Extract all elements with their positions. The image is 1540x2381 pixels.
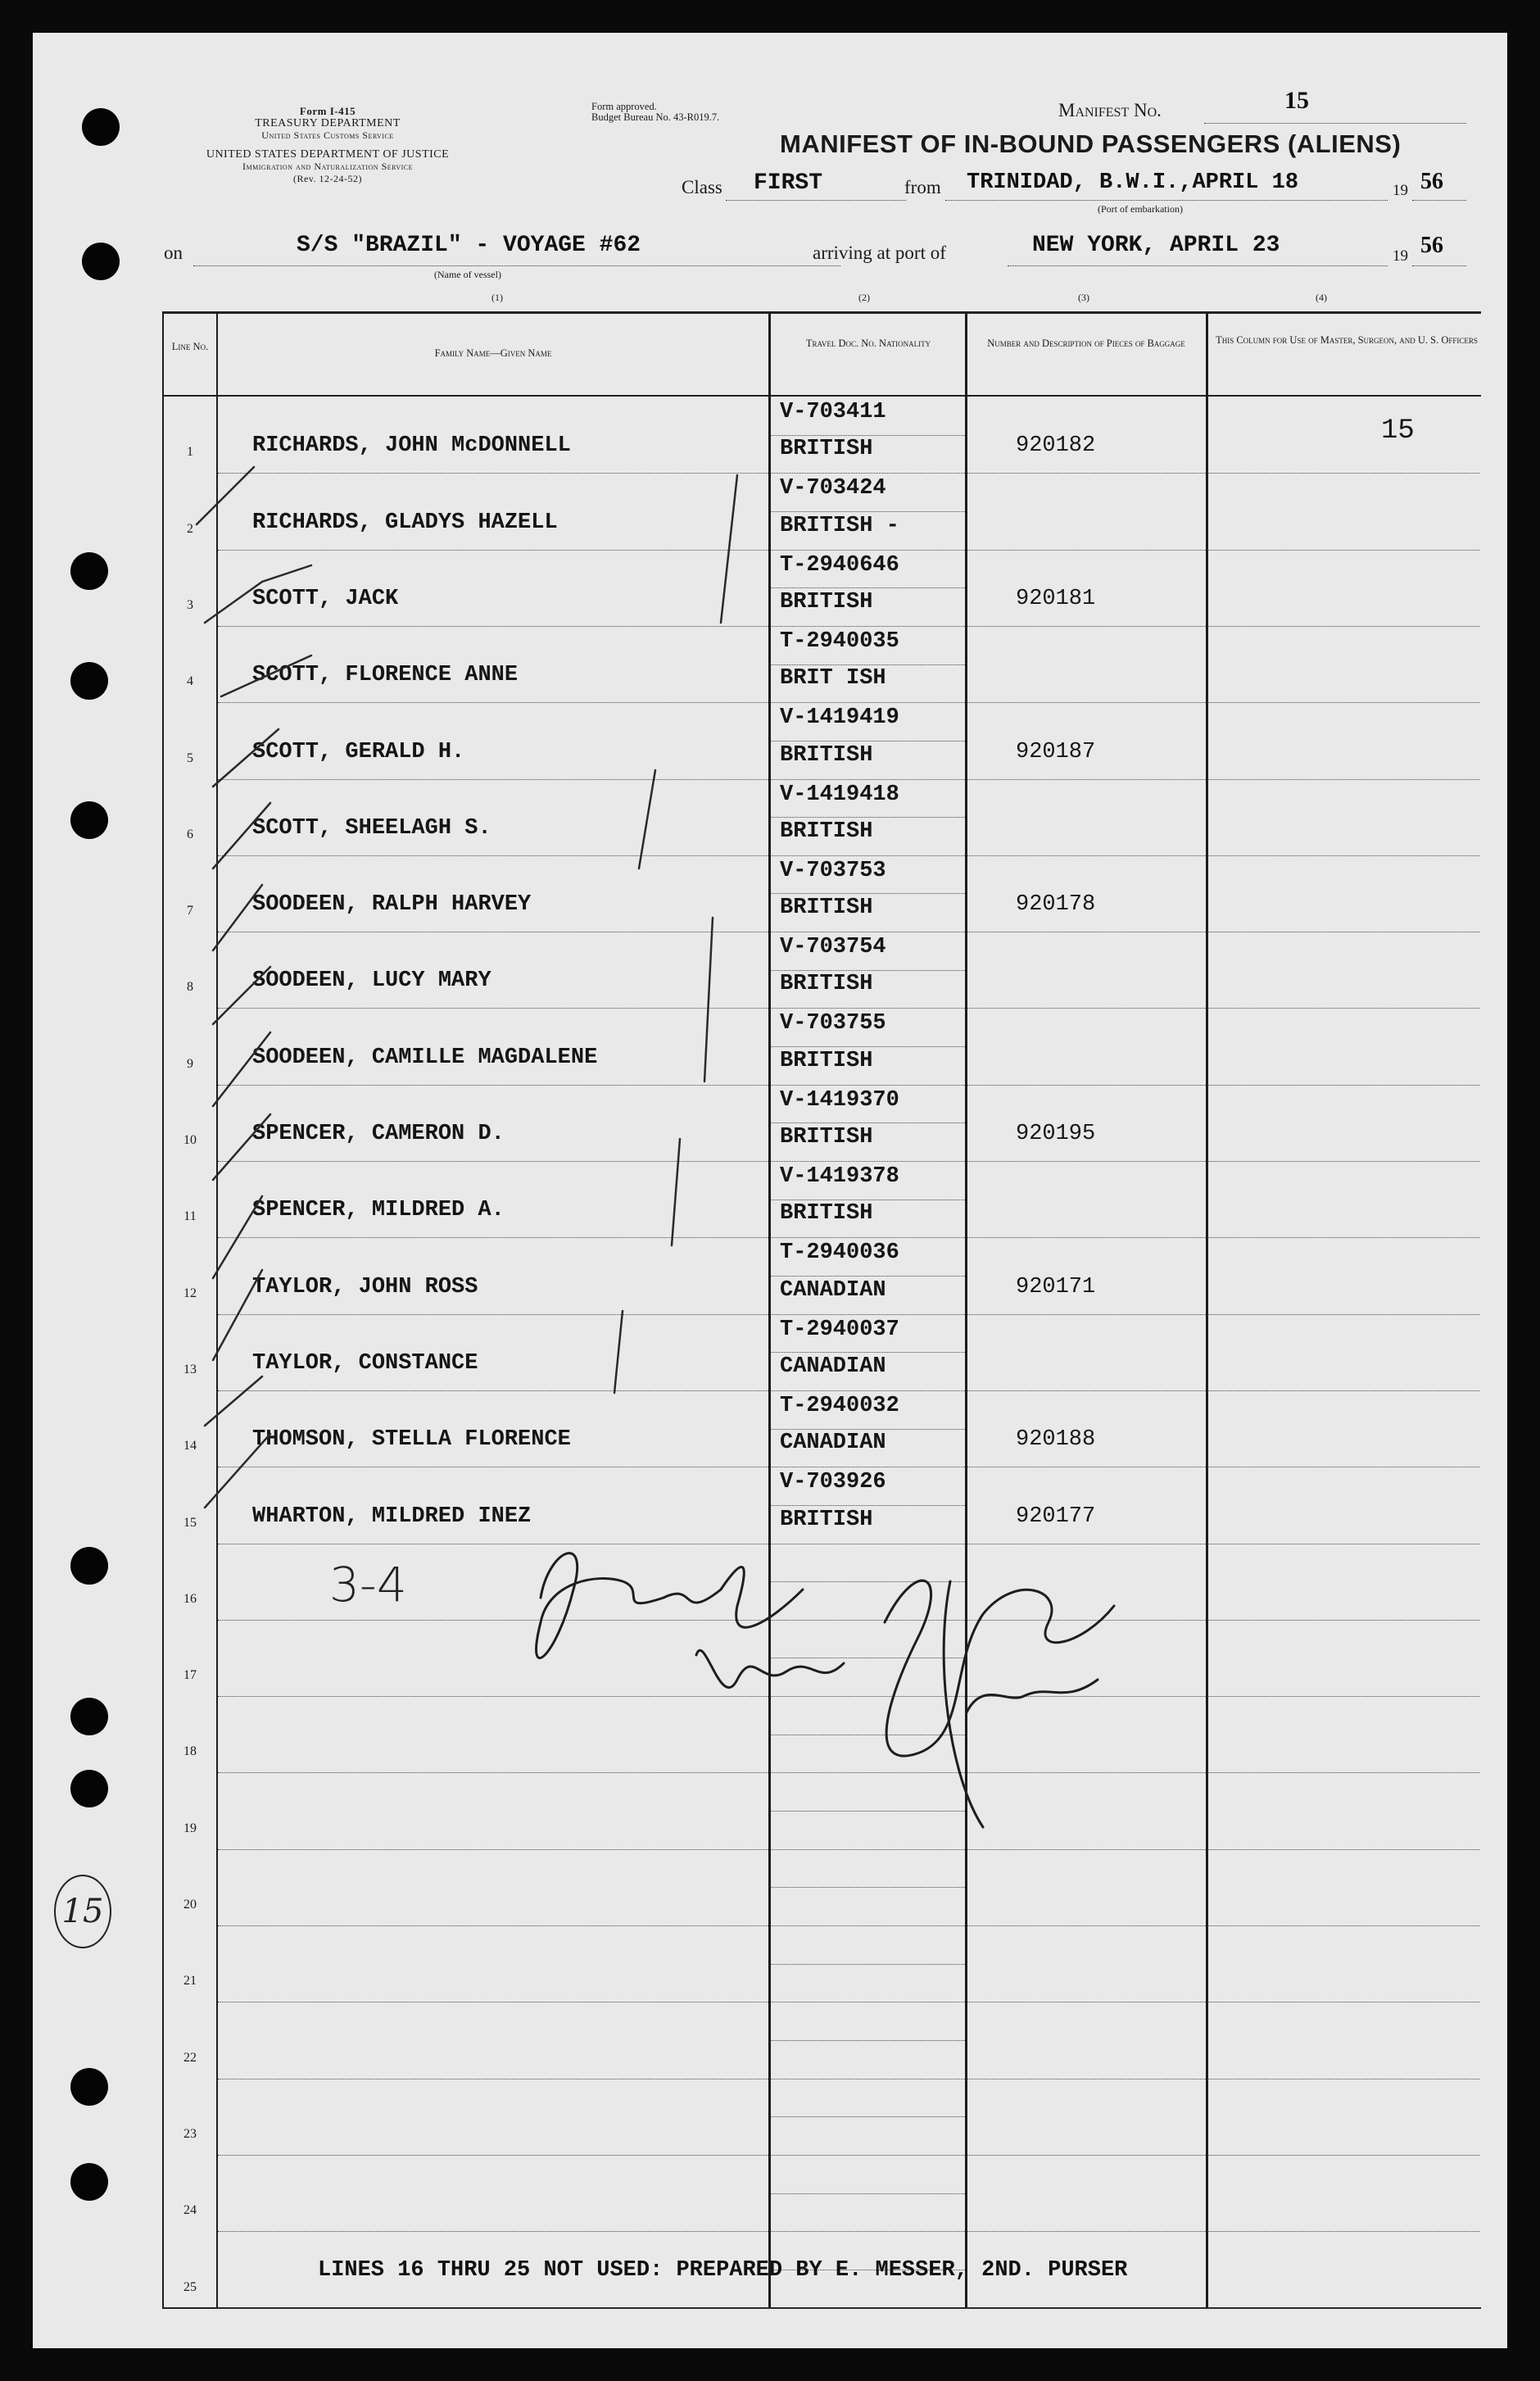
row-divider [1207,1849,1479,1850]
row-divider [1207,702,1479,703]
row-divider [1207,779,1479,780]
manifest-page [33,33,1507,2348]
doc-subdivider [770,1046,965,1047]
passenger-name: SOODEEN, CAMILLE MAGDALENE [252,1045,598,1070]
doc-subdivider [770,1429,965,1430]
vertical-tick [672,1139,680,1245]
check-mark [213,1032,270,1106]
doc-subdivider [770,817,965,818]
col-header-name: Family Name—Given Name [434,347,552,359]
baggage-number: 920195 [1016,1122,1096,1146]
class-line [726,200,906,201]
check-mark [213,729,279,787]
table-header-bottom [162,395,1481,397]
baggage-number: 920182 [1016,433,1096,459]
row-divider [1207,1161,1479,1162]
row-divider [218,2231,768,2232]
travel-doc-number: V-1419378 [780,1164,899,1189]
passenger-name: THOMSON, STELLA FLORENCE [252,1427,571,1453]
row-line-number: 9 [187,1056,193,1071]
signature-4 [967,1680,1098,1712]
check-mark [213,967,270,1024]
year-value: 56 [1420,169,1443,194]
travel-doc-number: V-1419418 [780,782,899,807]
passenger-name: SCOTT, JACK [252,586,399,611]
passenger-name: SCOTT, FLORENCE ANNE [252,663,519,688]
col-header-travel-doc: Travel Doc. No. Nationality [805,338,931,349]
baggage-number: 920171 [1016,1274,1096,1299]
row-line-number: 20 [183,1898,197,1912]
col-number-4: (4) [1316,292,1327,303]
passenger-name: TAYLOR, CONSTANCE [252,1350,478,1376]
check-mark [213,1270,262,1360]
travel-doc-number: T-2940032 [780,1393,899,1418]
travel-doc-number: V-703754 [780,935,886,960]
vertical-tick [704,918,713,1082]
customs-label: United States Customs Service [261,129,394,141]
row-line-number: 1 [187,445,193,460]
row-divider [967,1849,1206,1850]
arriving-line [1008,265,1388,266]
col-header-line-no: Line No. [171,341,209,352]
from-line [945,200,1388,201]
row-divider [967,1925,1206,1926]
page-title: MANIFEST OF IN-BOUND PASSENGERS (ALIENS) [780,129,1402,158]
from-label: from [904,177,941,197]
nationality: BRITISH [780,972,873,997]
row-divider [770,1008,965,1009]
punch-hole [82,108,120,146]
row-divider [1207,1696,1479,1697]
baggage-number: 920181 [1016,586,1096,611]
row-divider [770,473,965,474]
row-divider [1207,550,1479,551]
doc-subdivider [770,1276,965,1277]
travel-doc-number: V-1419419 [780,705,899,731]
handwritten-count: 3-4 [329,1557,407,1612]
nationality: BRIT ISH [780,666,886,692]
check-mark [213,885,262,950]
vertical-tick [721,475,737,623]
doc-subdivider [770,1122,965,1123]
row-divider [1207,1085,1479,1086]
doc-subdivider [770,2116,965,2117]
year2-value: 56 [1420,233,1443,258]
arriving-label: arriving at port of [813,243,946,263]
row-divider [1207,2308,1479,2309]
row-divider [770,855,965,856]
travel-doc-number: V-703755 [780,1011,886,1036]
row-divider [967,1390,1206,1391]
row-divider [218,2155,768,2156]
row-divider [770,626,965,627]
row-line-number: 16 [183,1591,197,1606]
row-line-number: 23 [183,2126,197,2141]
travel-doc-number: T-2940037 [780,1317,899,1342]
punch-hole [70,1770,108,1807]
row-divider [218,2308,768,2309]
row-divider [770,702,965,703]
col-number-3: (3) [1078,292,1089,303]
vertical-tick [614,1311,623,1393]
doc-baggage-divider [965,311,967,2309]
travel-doc-number: V-1419370 [780,1087,899,1113]
vessel-note: (Name of vessel) [434,269,501,280]
signature-5 [944,1581,983,1827]
vessel-line [193,265,840,266]
row-line-number: 6 [187,827,193,841]
row-divider [1207,2231,1479,2232]
col-number-1: (1) [491,292,503,303]
row-divider [770,1314,965,1315]
row-divider [770,779,965,780]
passenger-name: SOODEEN, RALPH HARVEY [252,892,532,918]
check-mark [197,467,254,524]
form-approval [591,102,719,123]
approval-text: Form approved. [591,101,657,112]
row-line-number: 2 [187,521,193,536]
row-line-number: 21 [183,1974,197,1989]
travel-doc-number: T-2940035 [780,628,899,654]
doc-subdivider [770,1352,965,1353]
doc-subdivider [770,741,965,742]
vertical-tick [639,770,655,868]
row-divider [967,1008,1206,1009]
row-line-number: 22 [183,2050,197,2065]
row-divider [967,473,1206,474]
row-line-number: 11 [183,1209,197,1224]
col-header-officers: This Column for Use of Master, Surgeon, and U. S. Officers [1216,334,1478,346]
doc-subdivider [770,587,965,588]
budget-text: Budget Bureau No. 43-R019.7. [591,111,720,123]
officer-note: 15 [1381,415,1415,447]
circled-page-number [54,1875,111,1948]
row-divider [770,1390,965,1391]
travel-doc-number: V-703753 [780,858,886,883]
row-divider [1207,2155,1479,2156]
manifest-no-label: Manifest No. [1058,100,1162,120]
baggage-number: 920177 [1016,1503,1096,1529]
row-divider [770,1237,965,1238]
form-agency-header [156,105,500,185]
doc-subdivider [770,435,965,436]
check-mark [205,565,311,623]
row-divider [770,2155,965,2156]
punch-hole [70,2068,108,2106]
year2-line [1412,265,1466,266]
check-mark [221,655,311,696]
row-divider [967,1314,1206,1315]
col-number-2: (2) [858,292,870,303]
on-label: on [164,243,183,263]
row-divider [770,550,965,551]
circled-page-text: 15 [61,1893,104,1930]
row-divider [967,626,1206,627]
nationality: BRITISH - [780,513,899,538]
passenger-name: SPENCER, CAMERON D. [252,1122,505,1146]
row-divider [967,702,1206,703]
row-line-number: 17 [183,1668,197,1683]
punch-hole [70,552,108,590]
row-divider [218,1925,768,1926]
doc-subdivider [770,2040,965,2041]
row-divider [1207,1390,1479,1391]
row-divider [1207,1620,1479,1621]
check-marks [147,459,786,1622]
nationality: BRITISH [780,742,873,768]
passenger-name: SPENCER, MILDRED A. [252,1198,505,1223]
port-embarkation-note: (Port of embarkation) [1098,203,1183,215]
year-line [1412,200,1466,201]
punch-hole [82,243,120,280]
row-line-number: 4 [187,674,193,689]
punch-hole [70,1547,108,1585]
travel-doc-number: V-703926 [780,1470,886,1495]
punch-hole [70,1698,108,1735]
nationality: BRITISH [780,437,873,462]
doc-subdivider [770,1887,965,1888]
signature-3 [885,1581,1114,1756]
doc-subdivider [770,2193,965,2194]
doc-subdivider [770,893,965,894]
check-mark [213,1114,270,1180]
row-divider [967,1085,1206,1086]
doc-subdivider [770,664,965,665]
class-value: FIRST [754,170,823,196]
doc-subdivider [770,970,965,971]
row-line-number: 13 [183,1362,197,1376]
vessel-value: S/S "BRAZIL" - VOYAGE #62 [297,233,641,258]
row-line-number: 7 [187,904,193,918]
row-divider [967,2231,1206,2232]
row-divider [967,550,1206,551]
justice-label: UNITED STATES DEPARTMENT OF JUSTICE [206,148,450,161]
check-mark [205,1434,270,1508]
manifest-no-line [1204,123,1466,124]
nationality: CANADIAN [780,1354,886,1379]
row-divider [967,2155,1206,2156]
row-line-number: 18 [183,1744,197,1759]
nationality: BRITISH [780,1048,873,1073]
row-line-number: 14 [183,1439,197,1454]
embarkation-value: TRINIDAD, B.W.I.,APRIL 18 [967,170,1299,195]
doc-subdivider [770,511,965,512]
row-divider [1207,1008,1479,1009]
nationality: BRITISH [780,819,873,844]
row-line-number: 15 [183,1515,197,1530]
manifest-no-value: 15 [1284,87,1309,114]
row-divider [218,1849,768,1850]
row-divider [770,1925,965,1926]
row-divider [1207,473,1479,474]
revision-label: (Rev. 12-24-52) [292,173,363,184]
nationality: BRITISH [780,1201,873,1227]
row-divider [967,2308,1206,2309]
passenger-name: SCOTT, SHEELAGH S. [252,815,491,841]
row-divider [967,1237,1206,1238]
treasury-label: TREASURY DEPARTMENT [255,117,401,129]
nationality: BRITISH [780,896,873,921]
nationality: BRITISH [780,1507,873,1532]
signature-2 [696,1650,844,1687]
baggage-officer-divider [1206,311,1208,2309]
row-divider [1207,626,1479,627]
passenger-name: TAYLOR, JOHN ROSS [252,1274,478,1299]
passenger-name: RICHARDS, JOHN McDONNELL [252,433,571,459]
travel-doc-number: T-2940036 [780,1240,899,1266]
row-line-number: 12 [183,1286,197,1300]
row-line-number: 10 [183,1133,197,1147]
baggage-number: 920188 [1016,1427,1096,1453]
punch-hole [70,801,108,839]
year-prefix: 19 [1393,182,1408,199]
year2-prefix: 19 [1393,247,1408,265]
col-header-baggage: Number and Description of Pieces of Baggage [987,338,1185,349]
row-divider [770,2231,965,2232]
row-line-number: 25 [183,2279,197,2294]
table-top-border [162,311,1481,314]
row-divider [967,779,1206,780]
punch-hole [70,662,108,700]
check-mark [213,1196,262,1278]
ins-label: Immigration and Naturalization Service [242,161,413,172]
passenger-name: WHARTON, MILDRED INEZ [252,1503,532,1529]
footer-note: LINES 16 THRU 25 NOT USED: PREPARED BY E. MESSER, 2ND. PURSER [318,2258,1128,2283]
row-divider [770,2308,965,2309]
check-mark [213,803,270,868]
row-divider [967,1161,1206,1162]
doc-subdivider [770,1964,965,1965]
row-divider [1207,1314,1479,1315]
row-divider [1207,1772,1479,1773]
arrival-port-value: NEW YORK, APRIL 23 [1032,233,1280,258]
row-divider [770,1849,965,1850]
row-line-number: 5 [187,751,193,765]
nationality: CANADIAN [780,1431,886,1456]
row-divider [770,1161,965,1162]
row-divider [967,855,1206,856]
nationality: BRITISH [780,1125,873,1150]
class-label: Class [682,177,722,197]
row-divider [1207,855,1479,856]
nationality: BRITISH [780,589,873,615]
row-line-number: 8 [187,980,193,995]
row-divider [770,1085,965,1086]
baggage-number: 920187 [1016,739,1096,764]
check-mark [205,1376,262,1426]
passenger-name: SCOTT, GERALD H. [252,739,465,764]
passenger-name: SOODEEN, LUCY MARY [252,968,491,994]
row-line-number: 19 [183,1821,197,1835]
baggage-number: 920178 [1016,892,1096,918]
row-line-number: 24 [183,2203,197,2218]
passenger-name: RICHARDS, GLADYS HAZELL [252,510,558,535]
row-divider [1207,1237,1479,1238]
travel-doc-number: T-2940646 [780,552,899,578]
punch-hole [70,2163,108,2201]
row-line-number: 3 [187,597,193,612]
travel-doc-number: V-703411 [780,400,886,424]
travel-doc-number: V-703424 [780,476,886,501]
nationality: CANADIAN [780,1277,886,1303]
row-divider [1207,1925,1479,1926]
form-number: Form I-415 [299,105,356,117]
